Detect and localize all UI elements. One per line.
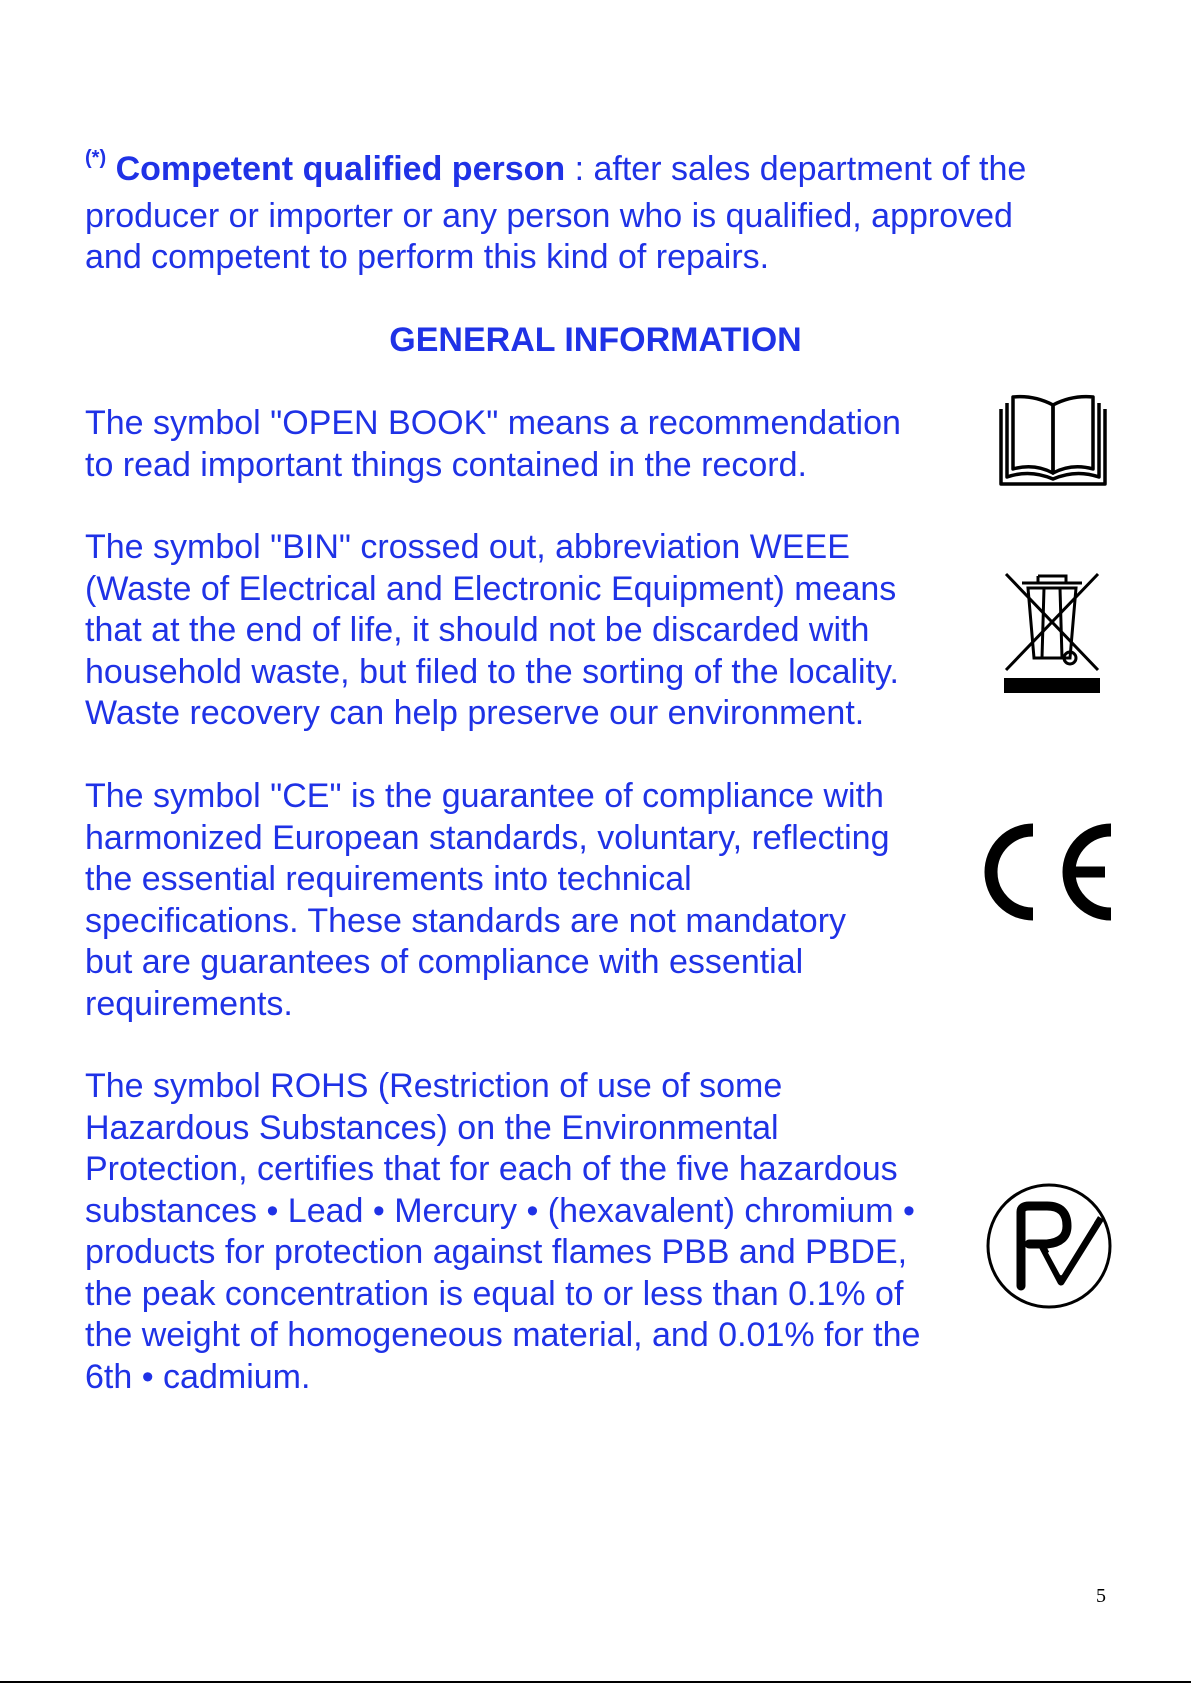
ce-paragraph: The symbol "CE" is the guarantee of compliance with harmonized European standards, voluntary, reflecting the essential requirements into technical specifications. These standards are not mandatory but are guarantees of compliance with essential requirements. <box>85 777 890 1023</box>
rohs-icon <box>985 1182 1113 1310</box>
crossed-bin-icon <box>1002 570 1102 695</box>
open-book-icon <box>998 393 1108 488</box>
competent-person-note <box>85 149 1125 279</box>
page-number: 5 <box>1096 1585 1106 1607</box>
note-term: Competent qualified person <box>115 150 566 188</box>
weee-paragraph: The symbol "BIN" crossed out, abbreviation WEEE (Waste of Electrical and Electronic Equipment) means that at the end of life, it should not be discarded with household waste, but filed to the sorting of the locality. Waste recovery can help preserve our environment. <box>85 528 899 732</box>
footnote-marker: (*) <box>85 147 107 169</box>
rohs-paragraph: The symbol ROHS (Restriction of use of some Hazardous Substances) on the Environmental Protection, certifies that for each of the five hazardous substances • Lead • Mercury • (hexavalent) chromium • products for protection against flames PBB and PBDE, the peak concentration is equal to or less than 0.1% of the weight of homogeneous material, and 0.01% for the 6th • cadmium. <box>85 1067 921 1396</box>
note-text: : after sales department of the producer or importer or any person who is qualified, approved and competent to perform this kind of repairs. <box>85 150 1027 276</box>
open-book-paragraph: The symbol "OPEN BOOK" means a recommendation to read important things contained in the record. <box>85 404 901 484</box>
section-heading: GENERAL INFORMATION <box>389 321 802 359</box>
ce-mark-icon <box>975 822 1117 922</box>
